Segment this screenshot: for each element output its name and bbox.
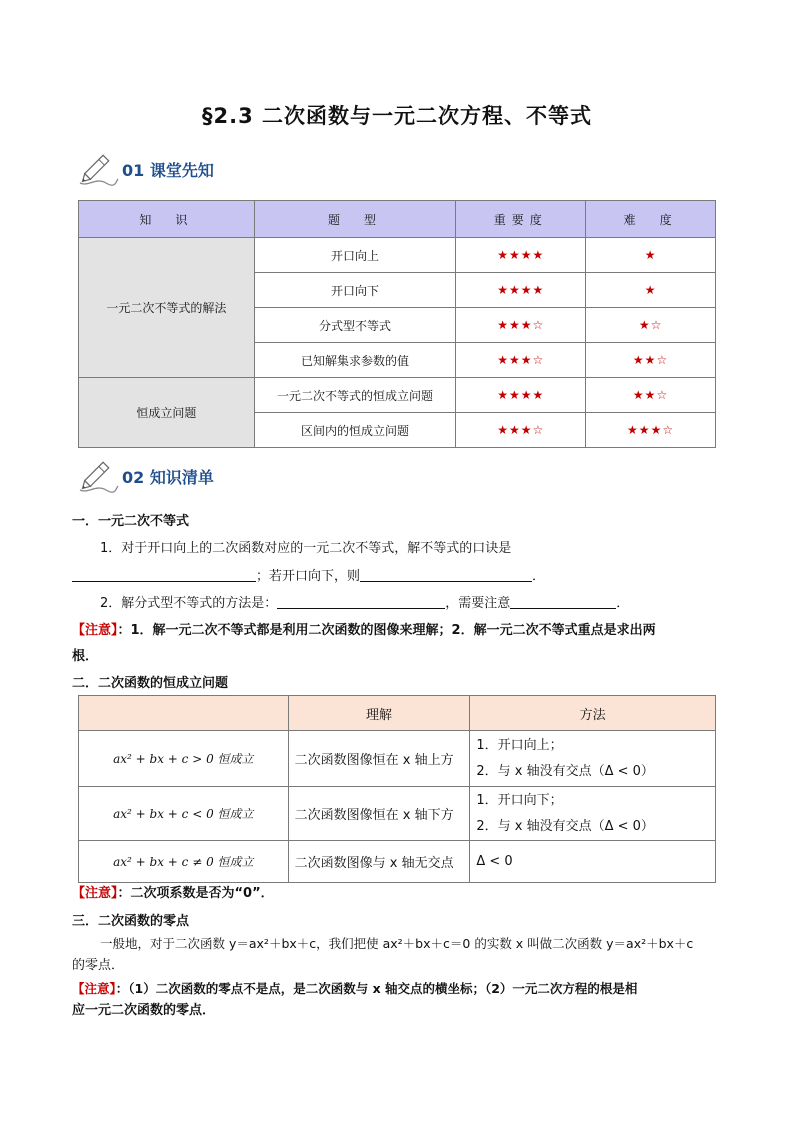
part1-item1 [100, 540, 511, 558]
header-method: 方法 [470, 696, 716, 731]
condition-text: ax² + bx + c < 0 恒成立 [113, 807, 254, 821]
section-header-1 [76, 150, 214, 190]
method-line: 2．与 x 轴没有交点（Δ < 0） [476, 763, 654, 779]
difficulty-stars: ★★☆ [586, 378, 716, 413]
note-text: ：二次项系数是否为“0”． [117, 886, 274, 901]
part1-item2-mid: ，需要注意 [445, 596, 511, 611]
answer-blank[interactable] [72, 567, 256, 582]
table-row [79, 841, 716, 883]
importance-stars: ★★★★ [456, 273, 586, 308]
header-importance: 重要度 [456, 201, 586, 238]
knowledge-table [78, 200, 716, 448]
note-tag: 【注意】 [72, 886, 118, 901]
importance-stars: ★★★☆ [456, 413, 586, 448]
method-cell [470, 841, 716, 883]
answer-blank[interactable] [360, 567, 532, 582]
condition-text: ax² + bx + c ≠ 0 恒成立 [113, 855, 254, 869]
part1-item1-text: 1．对于开口向上的二次函数对应的一元二次不等式，解不等式的口诀是 [100, 541, 512, 556]
part1-item2-text: 2．解分式型不等式的方法是： [100, 596, 278, 611]
header-understand: 理解 [288, 696, 470, 731]
part1-item1-mid: ；若开口向下，则 [256, 569, 361, 584]
page-title: §2.3 二次函数与一元二次方程、不等式 [201, 104, 592, 128]
importance-stars: ★★★★ [456, 378, 586, 413]
importance-stars: ★★★★ [456, 238, 586, 273]
note-text: ：（1）二次函数的零点不是点，是二次函数与 x 轴交点的横坐标；（2）一元二次方程的根是相 [115, 981, 638, 996]
header-type: 题 型 [254, 201, 456, 238]
note-tag: 【注意】 [72, 981, 116, 996]
pencil-icon [76, 150, 120, 190]
condition-cell [79, 787, 289, 841]
type-cell: 开口向下 [254, 273, 456, 308]
type-cell: 区间内的恒成立问题 [254, 413, 456, 448]
part1-note-line2: 根． [72, 649, 99, 664]
importance-stars: ★★★☆ [456, 343, 586, 378]
condition-text: ax² + bx + c > 0 恒成立 [113, 752, 254, 766]
part3-note [72, 980, 637, 998]
part1-item1-end: ． [532, 569, 546, 584]
part1-note [72, 622, 656, 640]
method-line: 2．与 x 轴没有交点（Δ < 0） [476, 818, 654, 834]
part1-item2 [100, 594, 629, 613]
answer-blank[interactable] [510, 594, 616, 609]
header-empty [79, 696, 289, 731]
type-cell: 开口向上 [254, 238, 456, 273]
importance-stars: ★★★☆ [456, 308, 586, 343]
part2-note [72, 885, 274, 903]
table-row [79, 787, 716, 841]
section-header-2 [76, 457, 214, 497]
part1-heading: 一．一元二次不等式 [72, 514, 190, 529]
part3-note-line2: 应一元二次函数的零点． [72, 1003, 216, 1018]
understand-cell: 二次函数图像与 x 轴无交点 [288, 841, 470, 883]
difficulty-stars: ★★☆ [586, 343, 716, 378]
part3-line2: 的零点． [72, 958, 125, 973]
knowledge-cell: 恒成立问题 [79, 378, 255, 448]
table-row [79, 731, 716, 787]
part1-item1-line2 [72, 567, 545, 586]
table-header-row [79, 696, 716, 731]
method-cell [470, 787, 716, 841]
part2-heading: 二．二次函数的恒成立问题 [72, 676, 229, 691]
difficulty-stars: ★☆ [586, 308, 716, 343]
header-knowledge: 知 识 [79, 201, 255, 238]
method-line: 1．开口向上； [476, 737, 563, 753]
type-cell: 一元二次不等式的恒成立问题 [254, 378, 456, 413]
part1-item2-end: ． [616, 596, 630, 611]
method-line: 1．开口向下； [476, 792, 563, 808]
header-difficulty: 难 度 [586, 201, 716, 238]
understand-cell: 二次函数图像恒在 x 轴上方 [288, 731, 470, 787]
condition-cell [79, 731, 289, 787]
difficulty-stars: ★★★☆ [586, 413, 716, 448]
understand-cell: 二次函数图像恒在 x 轴下方 [288, 787, 470, 841]
answer-blank[interactable] [277, 594, 445, 609]
section-title-1: 01 课堂先知 [122, 160, 214, 180]
note-tag: 【注意】 [72, 623, 118, 638]
pencil-icon [76, 457, 120, 497]
part3-heading: 三．二次函数的零点 [72, 914, 190, 929]
table-header-row [79, 201, 716, 238]
section-title-2: 02 知识清单 [122, 467, 214, 487]
table-row [79, 238, 716, 273]
method-line: Δ < 0 [476, 853, 513, 869]
part3-line1: 一般地，对于二次函数 y＝ax²＋bx＋c，我们把使 ax²＋bx＋c＝0 的实数 x 叫做二次函数 y＝ax²＋bx＋c [100, 936, 694, 951]
knowledge-cell: 一元二次不等式的解法 [79, 238, 255, 378]
constant-condition-table [78, 695, 716, 883]
type-cell: 分式型不等式 [254, 308, 456, 343]
type-cell: 已知解集求参数的值 [254, 343, 456, 378]
note-text: ：1．解一元二次不等式都是利用二次函数的图像来理解；2．解一元二次不等式重点是求出两 [117, 623, 656, 638]
table-row [79, 378, 716, 413]
method-cell [470, 731, 716, 787]
difficulty-stars: ★ [586, 273, 716, 308]
condition-cell [79, 841, 289, 883]
difficulty-stars: ★ [586, 238, 716, 273]
